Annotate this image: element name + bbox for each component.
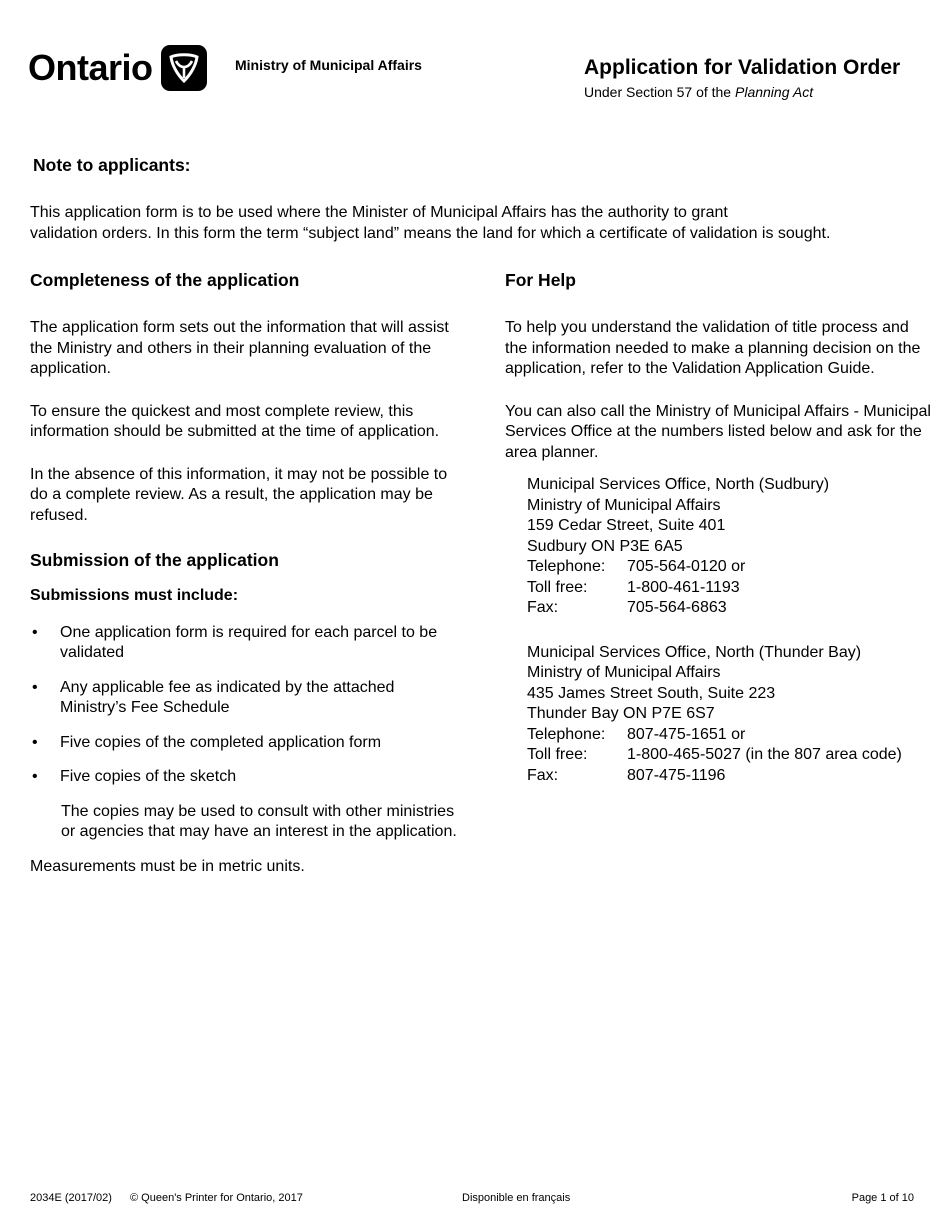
planning-act-title: Planning Act bbox=[735, 84, 814, 100]
submission-list bbox=[30, 623, 460, 788]
submission-subheading: Submissions must include: bbox=[30, 587, 239, 604]
office-ministry: Ministry of Municipal Affairs bbox=[527, 496, 721, 514]
office-city: Sudbury ON P3E 6A5 bbox=[527, 537, 683, 555]
form-number: 2034E (2017/02) bbox=[30, 1192, 112, 1204]
bullet-icon: • bbox=[32, 768, 38, 785]
bullet-icon: • bbox=[32, 678, 38, 696]
fax-row: Fax: 705-564-6863 bbox=[527, 598, 935, 619]
office-sudbury bbox=[527, 475, 935, 619]
office-name: Municipal Services Office, North (Sudbury) bbox=[527, 476, 830, 493]
help-paragraph: To help you understand the validation of title process and the information needed to make a planning decision on the application, refer to the Validation Application Guide. bbox=[505, 319, 921, 377]
completeness-paragraph: The application form sets out the information that will assist the Ministry and others in their planning evaluation of the application. bbox=[30, 319, 449, 377]
office-thunder-bay bbox=[527, 643, 935, 787]
completeness-heading: Completeness of the application bbox=[30, 270, 300, 290]
list-item: • One application form is required for each parcel to be validated bbox=[32, 623, 438, 661]
fax-number: 705-564-6863 bbox=[627, 599, 727, 616]
form-subtitle bbox=[584, 82, 914, 102]
copies-note: The copies may be used to consult with other ministries or agencies that may have an interest in the application. bbox=[61, 802, 457, 840]
tollfree-row: Toll free: 1-800-461-1193 bbox=[527, 578, 935, 599]
office-street: 159 Cedar Street, Suite 401 bbox=[527, 517, 726, 534]
list-item: • Any applicable fee as indicated by the attached Ministry’s Fee Schedule bbox=[32, 678, 395, 716]
tollfree-number: 1-800-461-1193 bbox=[627, 578, 740, 596]
bullet-icon: • bbox=[32, 623, 38, 641]
intro-paragraph bbox=[30, 203, 930, 244]
left-column bbox=[30, 268, 460, 877]
subtitle-prefix: Under Section 57 of the bbox=[584, 84, 735, 100]
form-title: Application for Validation Order bbox=[584, 56, 901, 79]
fax-row: Fax: 807-475-1196 bbox=[527, 766, 935, 787]
form-title-block bbox=[584, 55, 914, 102]
completeness-paragraph: In the absence of this information, it may not be possible to do a complete review. As a result, the application may be refused. bbox=[30, 465, 448, 524]
office-city: Thunder Bay ON P7E 6S7 bbox=[527, 705, 715, 722]
telephone-row: Telephone: 807-475-1651 or bbox=[527, 725, 935, 746]
submission-heading: Submission of the application bbox=[30, 550, 279, 570]
tollfree-number: 1-800-465-5027 (in the 807 area code) bbox=[627, 746, 902, 763]
copyright: © Queen's Printer for Ontario, 2017 bbox=[130, 1192, 303, 1204]
list-item: • Five copies of the completed application form bbox=[30, 733, 460, 754]
french-version-note: Disponible en français bbox=[462, 1192, 571, 1204]
trillium-icon bbox=[161, 45, 207, 91]
office-ministry: Ministry of Municipal Affairs bbox=[527, 664, 721, 681]
measurements-note: Measurements must be in metric units. bbox=[30, 857, 305, 875]
list-item: • Five copies of the sketch bbox=[30, 767, 460, 788]
help-paragraph: You can also call the Ministry of Municipal Affairs - Municipal Services Office at the numbers listed below and ask for the area planner. bbox=[505, 402, 931, 461]
logo-wordmark: Ontario bbox=[28, 47, 153, 88]
telephone-number: 705-564-0120 or bbox=[627, 558, 746, 575]
ontario-logo bbox=[28, 44, 207, 92]
help-heading: For Help bbox=[505, 270, 576, 290]
telephone-row: Telephone: 705-564-0120 or bbox=[527, 557, 935, 578]
bullet-icon: • bbox=[32, 733, 38, 751]
ministry-name: Ministry of Municipal Affairs bbox=[235, 57, 422, 73]
fax-number: 807-475-1196 bbox=[627, 766, 726, 784]
intro-line: validation orders. In this form the term “subject land” means the land for which a certificate of validation is sought. bbox=[30, 224, 831, 242]
office-street: 435 James Street South, Suite 223 bbox=[527, 684, 776, 702]
tollfree-row: Toll free: 1-800-465-5027 (in the 807 area code) bbox=[527, 745, 935, 766]
page-number: Page 1 of 10 bbox=[851, 1192, 914, 1204]
intro-line: This application form is to be used where the Minister of Municipal Affairs has the authority to grant bbox=[30, 204, 728, 221]
note-heading: Note to applicants: bbox=[33, 155, 191, 175]
completeness-paragraph: To ensure the quickest and most complete review, this information should be submitted at the time of application. bbox=[30, 402, 440, 440]
office-name: Municipal Services Office, North (Thunder Bay) bbox=[527, 643, 862, 661]
telephone-number: 807-475-1651 or bbox=[627, 725, 746, 743]
right-column bbox=[505, 268, 935, 786]
